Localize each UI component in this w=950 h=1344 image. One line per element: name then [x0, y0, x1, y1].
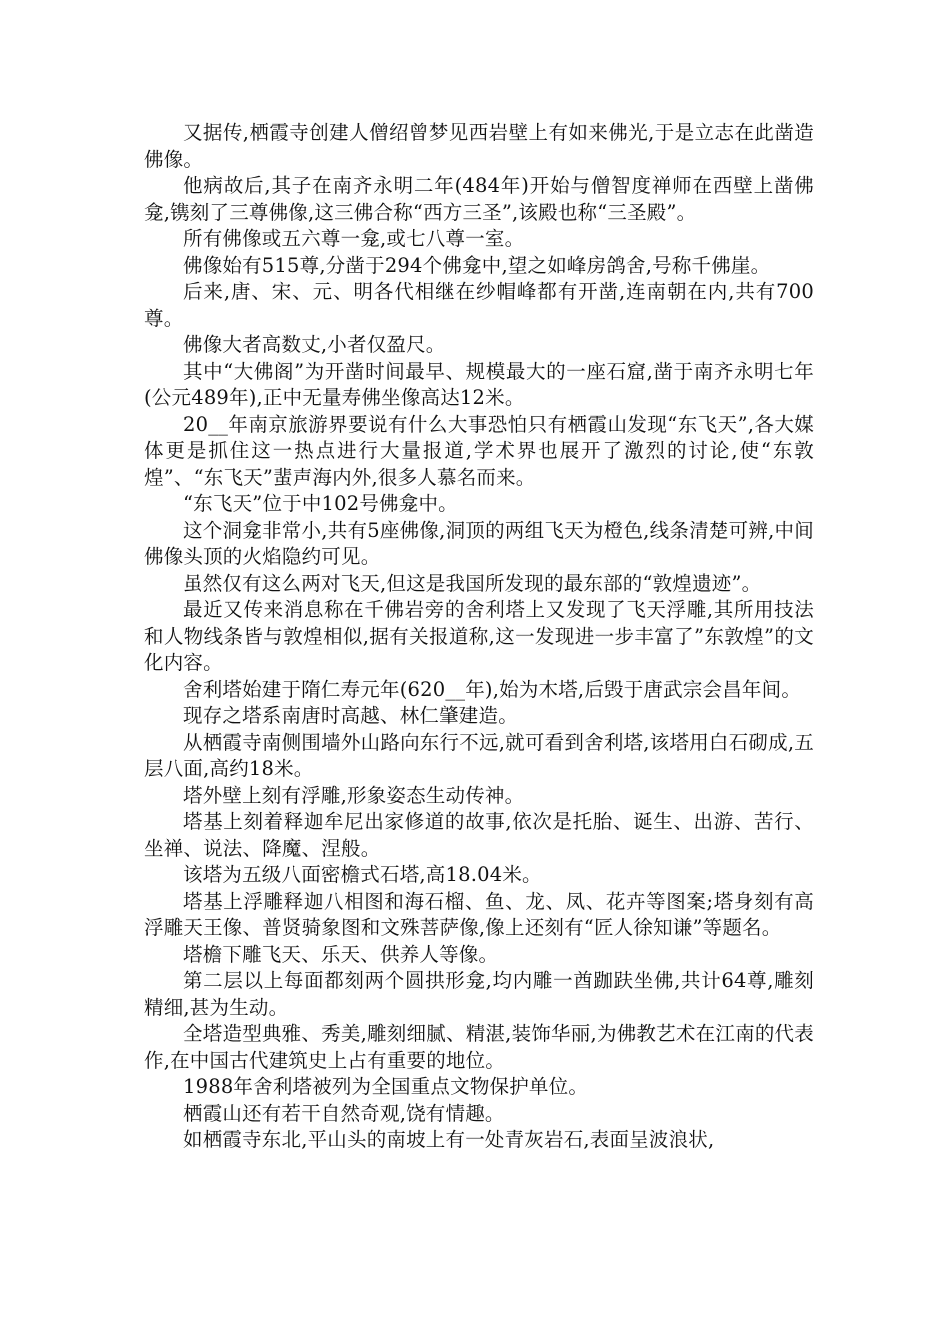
paragraph: 他病故后,其子在南齐永明二年(484年)开始与僧智度禅师在西壁上凿佛龛,镌刻了三尊佛像,这三佛合称“西方三圣”,该殿也称“三圣殿”。: [144, 174, 814, 224]
paragraph: 现存之塔系南唐时高越、林仁肇建造。: [183, 704, 518, 727]
paragraph: 栖霞山还有若干自然奇观,饶有情趣。: [183, 1101, 505, 1125]
paragraph: 舍利塔始建于隋仁寿元年(620__年),始为木塔,后毁于唐武宗会昌年间。: [183, 677, 802, 701]
paragraph: 20__年南京旅游界要说有什么大事恐怕只有栖霞山发现“东飞天”,各大媒体更是抓住这一热点进行大量报道,学术界也展开了激烈的讨论,使“东敦煌”、“东飞天”蜚声海内外,很多人慕名而来。: [144, 412, 814, 489]
paragraph: 后来,唐、宋、元、明各代相继在纱帽峰都有开凿,连南朝在内,共有700尊。: [144, 280, 814, 330]
paragraph: 塔檐下雕飞天、乐天、供养人等像。: [183, 942, 499, 966]
paragraph: “东飞天”位于中102号佛龛中。: [183, 492, 458, 515]
paragraph: 塔基上浮雕释迦八相图和海石榴、鱼、龙、凤、花卉等图案;塔身刻有高浮雕天王像、普贤骑象图和文殊菩萨像,像上还刻有“匠人徐知谦”等题名。: [144, 889, 814, 939]
paragraph: 佛像始有515尊,分凿于294个佛龛中,望之如峰房鸽舍,号称千佛崖。: [183, 253, 771, 277]
document-body: [144, 120, 814, 1154]
paragraph: 1988年舍利塔被列为全国重点文物保护单位。: [183, 1075, 589, 1098]
paragraph: 塔外壁上刻有浮雕,形象姿态生动传神。: [183, 783, 525, 807]
paragraph: 又据传,栖霞寺创建人僧绍曾梦见西岩壁上有如来佛光,于是立志在此凿造佛像。: [144, 121, 814, 171]
paragraph: 如栖霞寺东北,平山头的南坡上有一处青灰岩石,表面呈波浪状,: [183, 1128, 715, 1151]
paragraph: 所有佛像或五六尊一龛,或七八尊一室。: [183, 227, 525, 250]
paragraph: 虽然仅有这么两对飞天,但这是我国所发现的最东部的“敦煌遗迹”。: [183, 571, 762, 595]
paragraph: 最近又传来消息称在千佛岩旁的舍利塔上又发现了飞天浮雕,其所用技法和人物线条皆与敦煌相似,据有关报道称,这一发现进一步丰富了”东敦煌”的文化内容。: [144, 598, 814, 674]
paragraph: 这个洞龛非常小,共有5座佛像,洞顶的两组飞天为橙色,线条清楚可辨,中间佛像头顶的火焰隐约可见。: [144, 518, 814, 568]
paragraph: 全塔造型典雅、秀美,雕刻细腻、精湛,装饰华丽,为佛教艺术在江南的代表作,在中国古代建筑史上占有重要的地位。: [144, 1022, 814, 1072]
paragraph: 佛像大者高数丈,小者仅盈尺。: [183, 333, 446, 356]
paragraph: 从栖霞寺南侧围墙外山路向东行不远,就可看到舍利塔,该塔用白石砌成,五层八面,高约18米。: [144, 730, 814, 780]
paragraph: 第二层以上每面都刻两个圆拱形龛,均内雕一酋跏趺坐佛,共计64尊,雕刻精细,甚为生动。: [144, 969, 814, 1019]
paragraph: 该塔为五级八面密檐式石塔,高18.04米。: [183, 863, 542, 886]
paragraph: 其中“大佛阁”为开凿时间最早、规模最大的一座石窟,凿于南齐永明七年(公元489年),正中无量寿佛坐像高达12米。: [144, 359, 814, 409]
paragraph: 塔基上刻着释迦牟尼出家修道的故事,依次是托胎、诞生、出游、苦行、坐禅、说法、降魔、涅般。: [144, 810, 814, 860]
